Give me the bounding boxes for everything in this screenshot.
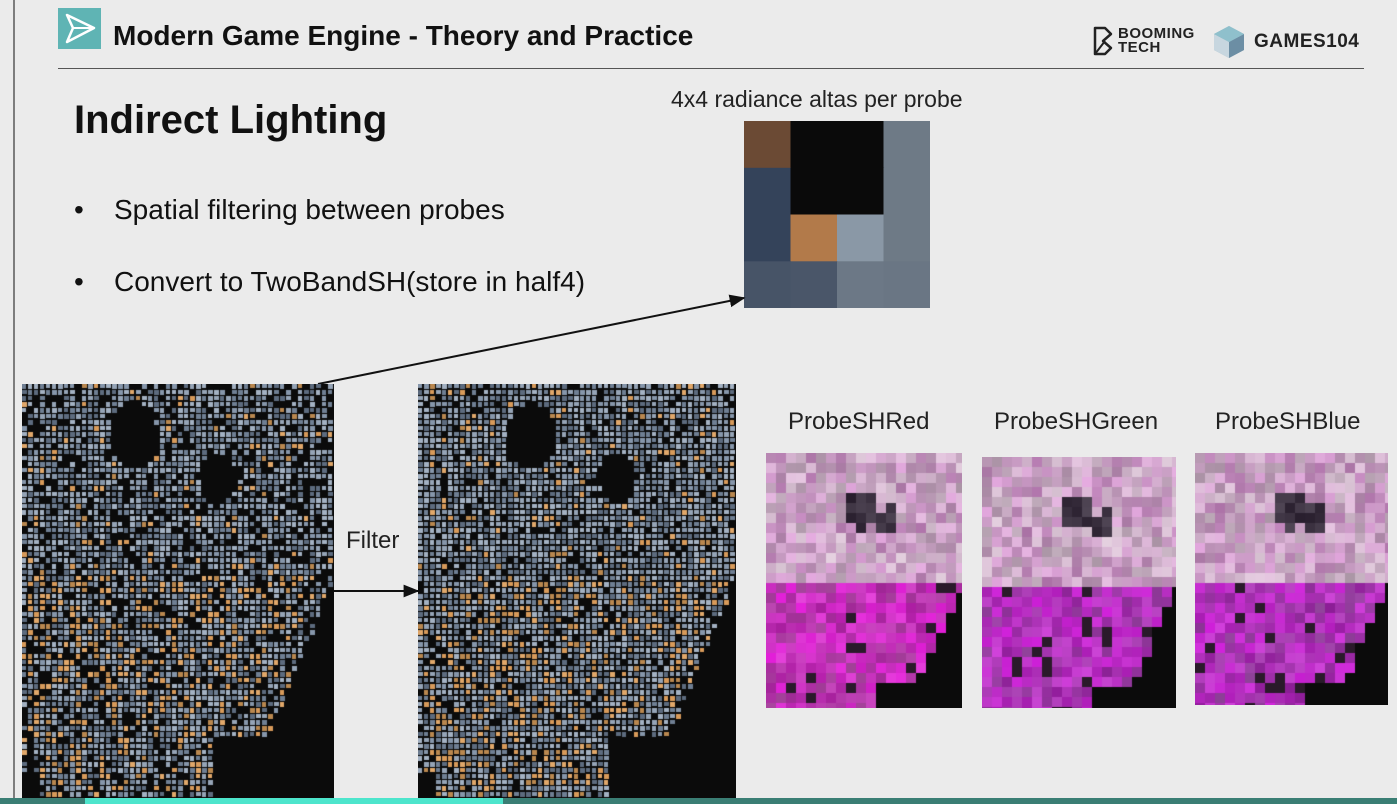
course-title: Modern Game Engine - Theory and Practice xyxy=(113,20,694,51)
atlas-cell xyxy=(837,261,884,308)
atlas-cell xyxy=(884,261,931,308)
slide-title: Indirect Lighting xyxy=(74,98,388,142)
play-logo-icon xyxy=(58,8,101,49)
probe-sh-green-label: ProbeSHGreen xyxy=(994,408,1159,435)
atlas-cell xyxy=(791,121,838,168)
probe-sh-blue-label: ProbeSHBlue xyxy=(1215,408,1361,435)
games104-text: GAMES104 xyxy=(1254,31,1360,52)
atlas-cell xyxy=(744,261,791,308)
probe-grid-unfiltered xyxy=(22,384,334,798)
atlas-cell xyxy=(791,261,838,308)
bullet-dot: • xyxy=(74,266,84,297)
booming-tech-logo xyxy=(1092,26,1195,56)
atlas-cell xyxy=(884,121,931,168)
atlas-cell xyxy=(884,215,931,262)
probe-sh-red-image xyxy=(766,453,962,708)
atlas-arrow xyxy=(318,298,744,384)
atlas-cell xyxy=(884,168,931,215)
radiance-atlas xyxy=(744,121,930,308)
atlas-cell xyxy=(837,215,884,262)
bullet-text: Spatial filtering between probes xyxy=(114,194,505,225)
atlas-cell xyxy=(744,215,791,262)
atlas-cell xyxy=(837,168,884,215)
probe-sh-red-label: ProbeSHRed xyxy=(788,408,930,435)
bullet-item xyxy=(74,266,585,298)
bullet-item xyxy=(74,194,505,226)
probe-sh-green-image xyxy=(982,457,1176,708)
probe-grid-filtered xyxy=(418,384,736,798)
filter-label: Filter xyxy=(346,527,400,554)
atlas-cell xyxy=(744,121,791,168)
atlas-caption: 4x4 radiance altas per probe xyxy=(671,86,963,112)
bullet-dot: • xyxy=(74,194,84,225)
video-progress-fill[interactable] xyxy=(85,798,503,804)
atlas-cell xyxy=(791,168,838,215)
left-edge-rule xyxy=(13,0,15,804)
bullet-text: Convert to TwoBandSH(store in half4) xyxy=(114,266,586,297)
booming-tech-text: BOOMING TECH xyxy=(1118,25,1195,56)
probe-sh-blue-image xyxy=(1195,453,1388,705)
atlas-cell xyxy=(744,168,791,215)
games104-cube-icon xyxy=(1212,24,1246,60)
header-divider xyxy=(58,68,1364,69)
booming-tech-icon xyxy=(1092,26,1114,56)
atlas-cell xyxy=(791,215,838,262)
games104-logo xyxy=(1212,24,1359,60)
atlas-cell xyxy=(837,121,884,168)
